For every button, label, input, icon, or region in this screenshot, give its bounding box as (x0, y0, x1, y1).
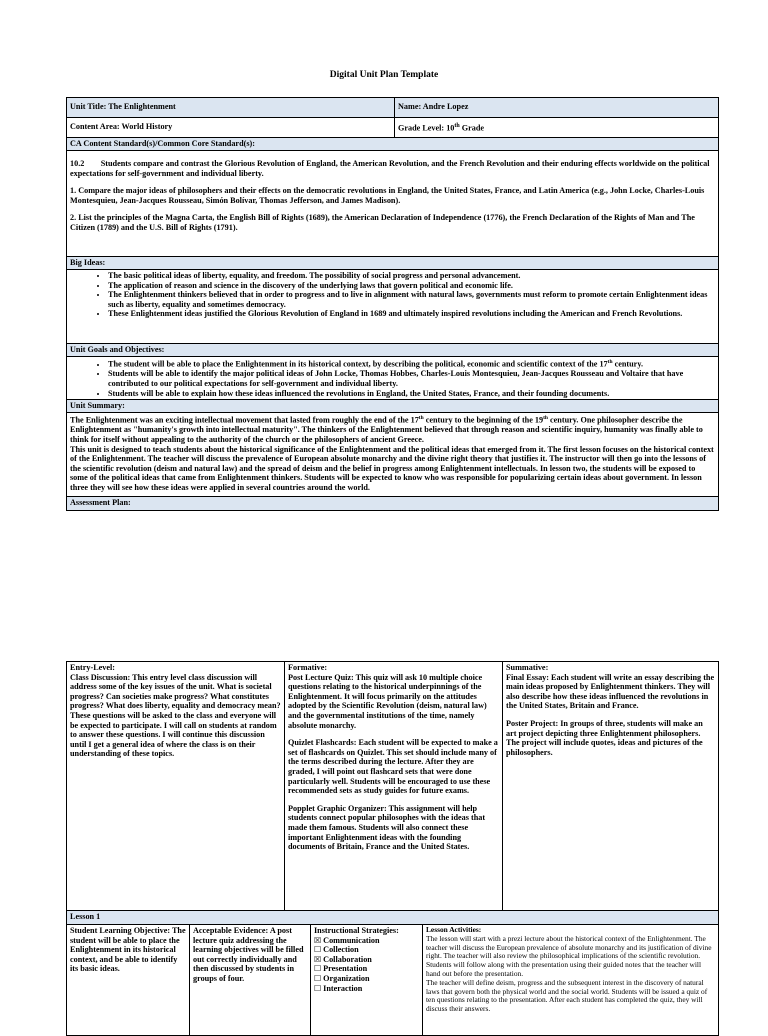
big-ideas-header-row (67, 257, 718, 270)
assessment-table (66, 661, 719, 1036)
formative-popplet: Popplet Graphic Organizer: This assignment will help students connect popular philosophes with the ideas that made them famous. Students will also connect these important Enlightenment ideas with the founding documents of Britain, France and the United States. (288, 803, 486, 852)
strategy-label: Collection (323, 945, 359, 955)
summative-poster: Poster Project: In groups of three, students will make an art project depicting three Enlightenment philosophers. The project will include quotes, ideas and pictures of the philosophers. (506, 718, 703, 757)
summary-text-b: century to the beginning of the 19 (423, 415, 544, 425)
checked-box-icon: ☒ (314, 935, 322, 945)
content-area-row (67, 118, 718, 138)
summary-text-a: The Enlightenment was an exciting intellectual movement that lasted from roughly the end of the 17 (70, 415, 419, 425)
goal-item-text: The student will be able to place the Enlightenment in its historical context, by describing the political, economic and scientific context of the 17 (108, 359, 608, 369)
learning-objective-cell: Student Learning Objective: The student will be able to place the Enlightenment in its historical context, and be able to identify its basic ideas. (70, 926, 186, 974)
standard-item-1: 1. Compare the major ideas of philosophers and their effects on the democratic revolutions in England, the United States, France, and Latin America (e.g., John Locke, Charles-Louis Montesquieu, Jean-Jacques Rousseau, Simón Bolívar, Thomas Jefferson, and James Madison). (70, 186, 705, 205)
strategy-presentation[interactable] (314, 964, 419, 974)
summative-title: Summative: (506, 663, 549, 672)
summative-cell (502, 662, 718, 910)
strategy-label: Collaboration (323, 954, 372, 964)
strategy-communication[interactable] (314, 936, 419, 946)
strategy-label: Organization (323, 973, 370, 983)
strategies-title: Instructional Strategies: (314, 926, 399, 935)
goals-list (67, 357, 718, 399)
standards-text (67, 151, 718, 256)
activities-title: Lesson Activities: (426, 925, 482, 934)
goals-header: Unit Goals and Objectives: (70, 345, 165, 354)
strategy-label: Communication (323, 935, 380, 945)
teacher-name: Name: Andre Lopez (394, 98, 718, 117)
summary-header-row (67, 400, 718, 413)
empty-box-icon: ☐ (314, 964, 322, 974)
standard-10-2: 10.2 Students compare and contrast the Glorious Revolution of England, the American Revolution, and the French Revolution and their enduring effects worldwide on the political expectations for self-government and individual liberty. (70, 159, 712, 178)
big-idea-item: • The application of reason and science in the discovery of the underlying laws that govern political and economic life. (108, 281, 715, 291)
summary-header: Unit Summary: (70, 401, 125, 410)
goals-header-row (67, 344, 718, 357)
content-area: Content Area: World History (70, 122, 173, 131)
unit-title-row (67, 98, 718, 118)
summary-sup-1: th (418, 415, 424, 421)
formative-title: Formative: (288, 663, 328, 672)
goal-item (108, 358, 715, 369)
goal-item-text-end: century. (612, 359, 644, 369)
activities-paragraph-1: The lesson will start with a prezi lecture about the historical context of the Enlightenment. The teacher will discuss the European prevalence of absolute monarchy and its justification of divine right. The teacher will also review the philosophical implications of the scientific revolution. Students will follow along with the presentation using their guided notes that the teacher will hand out before the presentation. (426, 933, 712, 978)
formative-quiz: Post Lecture Quiz: This quiz will ask 10 multiple choice questions relating to the historical underpinnings of the Enlightenment. It will focus primarily on the attitudes adopted by the Scientific Revolution (deism, natural law) and the governmental institutions of the time, namely absolute monarchy. (288, 672, 487, 730)
assessment-header-row (67, 497, 718, 510)
empty-box-icon: ☐ (314, 983, 322, 993)
grade-level-prefix: Grade Level: 10 (398, 123, 455, 133)
standards-row (67, 151, 718, 257)
big-idea-item: • The basic political ideas of liberty, equality, and freedom. The possibility of social progress and personal advancement. (108, 271, 715, 281)
standards-header-row (67, 138, 718, 151)
summative-essay: Final Essay: Each student will write an essay describing the main ideas proposed by Enlightenment thinkers. They will also describe how these ideas influenced the revolutions in the United States, Britain and France. (506, 672, 715, 711)
big-idea-item: • These Enlightenment ideas justified the Glorious Revolution of England in 1689 and ultimately inspired revolutions including the American and French Revolutions. (108, 309, 715, 319)
grade-level-sup: th (454, 123, 460, 129)
big-ideas-header: Big Ideas: (70, 258, 106, 267)
assessment-header: Assessment Plan: (70, 498, 131, 507)
lesson-row (67, 925, 718, 1035)
summary-paragraph-1 (70, 414, 715, 445)
strategy-interaction[interactable] (314, 984, 419, 994)
goal-item-sup: th (607, 359, 613, 365)
activities-paragraph-2: The teacher will define deism, progress and the subsequent interest in the discovery of natural laws that govern both the physical world and the social world. Students will be issued a quiz of ten questions relating to the presentation. After each student has completed the quiz, they will discuss their answers. (426, 977, 708, 1014)
summary-row (67, 413, 718, 497)
big-idea-item: • The Enlightenment thinkers believed that in order to progress and to live in alignment with natural laws, governments must reform to promote certain Enlightenment ideas such as liberty, equality and sometimes democracy. (108, 290, 715, 309)
goal-item: • Students will be able to identify the major political ideas of John Locke, Thomas Hobbes, Charles-Louis Montesquieu, Jean-Jacques Rousseau and Voltaire that have contributed to our political expectations for self-government and individual liberty. (108, 369, 715, 388)
summary-text (67, 413, 718, 496)
checked-box-icon: ☒ (314, 954, 322, 964)
formative-cell (284, 662, 502, 910)
summary-paragraph-2: This unit is designed to teach students about the historical significance of the Enlightenment and the political ideas that emerged from it. The first lesson focuses on the historical context of the Enlightenment. The teacher will discuss the prevalence of European absolute monarchy and the divine right theory that justifies it. The instructor will then go into the lessons of the scientific revolution (deism and natural law) and the spread of deism and the belief in progress among Enlightenment intellectuals. In lesson two, the students will be exposed to some of the political ideas that came from Enlightenment thinkers. Students will be expected to know who was responsible for popularizing certain ideas about government. In lesson three they will see how these ideas were applied in several countries around the world. (70, 444, 714, 492)
empty-box-icon: ☐ (314, 973, 322, 983)
lesson-header-row (67, 911, 718, 925)
empty-box-icon: ☐ (314, 945, 322, 955)
strategy-label: Presentation (323, 964, 368, 974)
big-ideas-list (67, 270, 718, 343)
strategy-organization[interactable] (314, 974, 419, 984)
assessment-row (67, 662, 718, 911)
grade-level (394, 118, 718, 137)
summary-sup-2: th (543, 415, 548, 421)
goals-row (67, 357, 718, 400)
unit-title: Unit Title: The Enlightenment (70, 102, 176, 111)
entry-level-title: Entry-Level: (70, 663, 116, 672)
summary-text-c: century. One philosopher describe the Enlightenment as "humanity's growth into intellectual maturity". The thinkers of the Enlightenment believed that through reason and scientific inquiry, humanity was finally able to think for itself without appealing to the authority of the church or the philosophers of ancient Greece. (70, 415, 703, 444)
standard-item-2: 2. List the principles of the Magna Carta, the English Bill of Rights (1689), the American Declaration of Independence (1776), the French Declaration of the Rights of Man and The Citizen (1789) and the U.S. Bill of Rights (1791). (70, 213, 695, 232)
goal-item: • Students will be able to explain how these ideas influenced the revolutions in England, the United States, France, and their founding documents. (108, 389, 715, 399)
entry-level-text: Class Discussion: This entry level class discussion will address some of the key issues of the unit. What is societal progress? Can societies make progress? What constitutes progress? What does liberty, equality and democracy mean? These questions will be asked to the class and everyone will be expected to participate. I will call on students at random to answer these questions. I will continue this discussion until I get a general idea of where the class is on their understanding of these topics. (70, 672, 281, 759)
instructional-strategies-cell (310, 925, 422, 1035)
lesson-header: Lesson 1 (70, 912, 101, 921)
entry-level-cell (67, 662, 284, 910)
acceptable-evidence-cell: Acceptable Evidence: A post lecture quiz addressing the learning objectives will be filled out correctly individually and then discussed by students in groups of four. (189, 925, 310, 1035)
grade-level-suffix: Grade (459, 123, 485, 133)
unit-plan-table (66, 97, 719, 511)
strategy-label: Interaction (323, 983, 363, 993)
lesson-activities-cell (422, 925, 718, 1035)
document-title: Digital Unit Plan Template (329, 70, 439, 80)
strategy-collaboration[interactable] (314, 955, 419, 965)
standards-header: CA Content Standard(s)/Common Core Standard(s): (70, 139, 255, 148)
formative-flashcards: Quizlet Flashcards: Each student will be expected to make a set of flashcards on Quizlet. This set should include many of the terms described during the lecture. After they are graded, I will point out flashcard sets that were done particularly well. Students will be encouraged to use these recommended sets as study guides for future exams. (288, 738, 498, 796)
strategy-collection[interactable] (314, 945, 419, 955)
big-ideas-row (67, 270, 718, 344)
